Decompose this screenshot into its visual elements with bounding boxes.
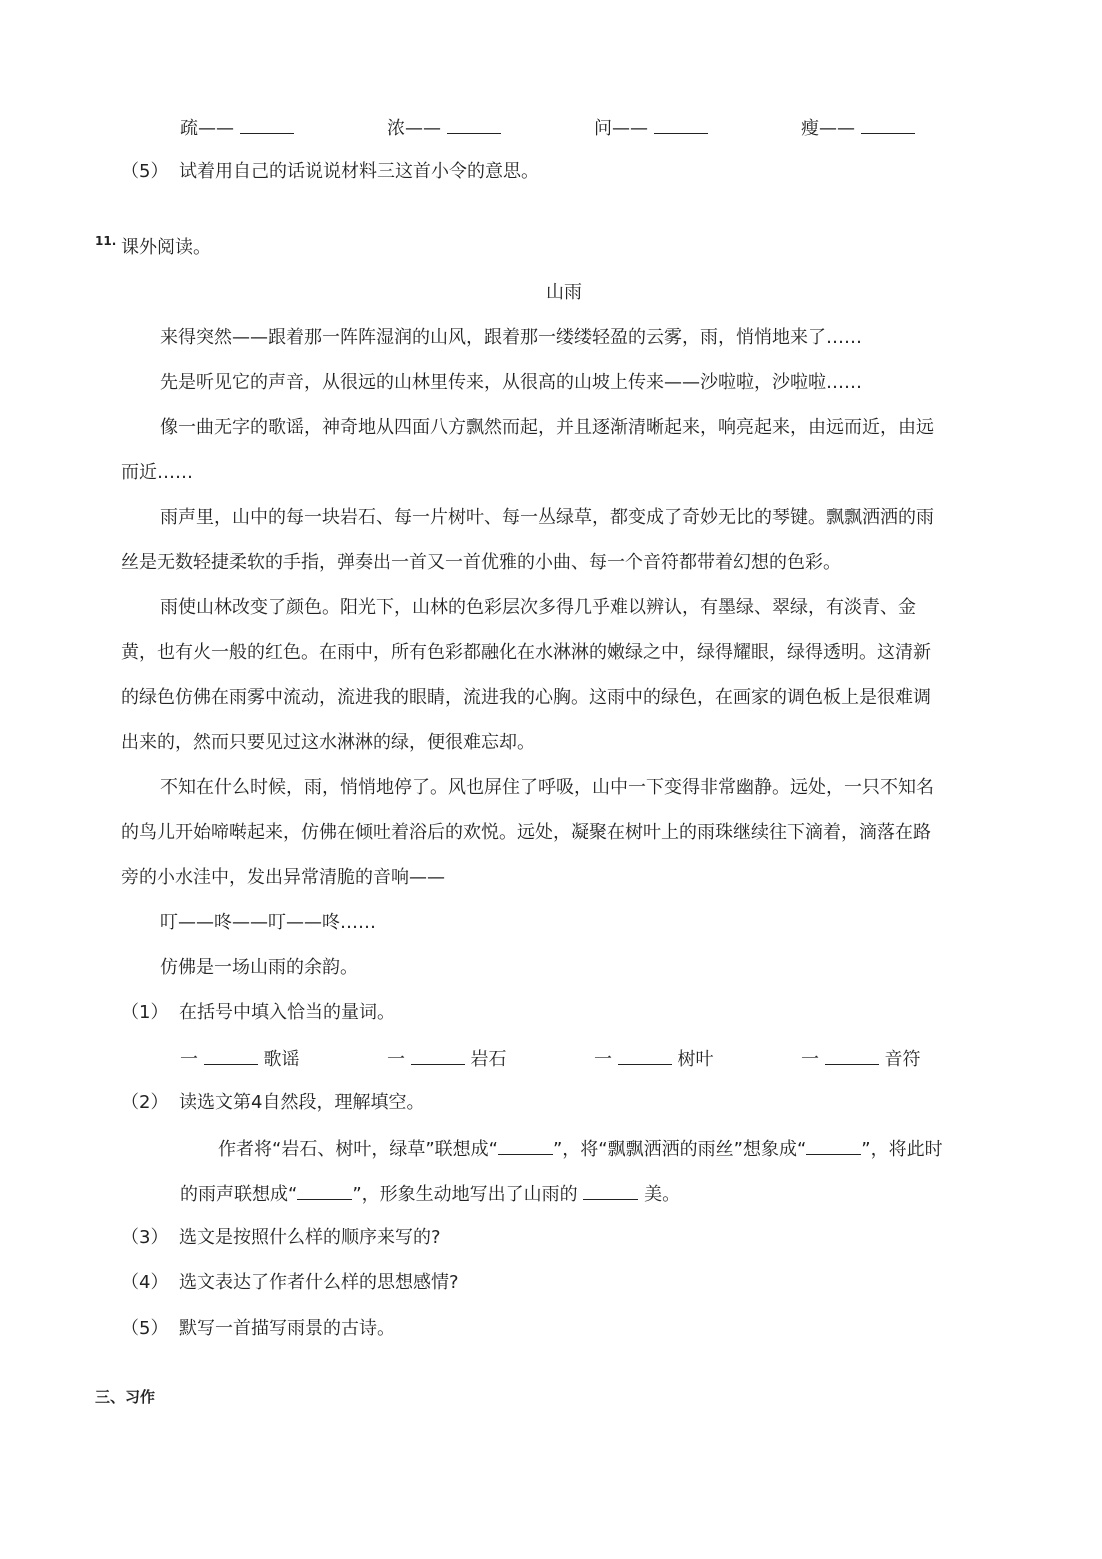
measure-prefix: 一 xyxy=(801,1049,819,1070)
passage-line: 像一曲无字的歌谣，神奇地从四面八方飘然而起，并且逐渐清晰起来，响亮起来，由远而近，由远 xyxy=(160,417,934,438)
sub-question-5 xyxy=(121,1317,395,1341)
question-text: 读选文第4自然段，理解填空。 xyxy=(179,1092,425,1113)
passage-line: 黄，也有火一般的红色。在雨中，所有色彩都融化在水淋淋的嫩绿之中，绿得耀眼，绿得透明。这清新 xyxy=(121,642,931,663)
measure-noun: 岩石 xyxy=(470,1049,507,1070)
answer-blank[interactable] xyxy=(618,1046,672,1065)
answer-blank[interactable] xyxy=(240,115,294,134)
word-label: 浓—— xyxy=(387,118,441,139)
passage-line: 来得突然——跟着那一阵阵湿润的山风，跟着那一缕缕轻盈的云雾，雨，悄悄地来了…… xyxy=(160,327,862,348)
question-number: （1） xyxy=(121,1002,169,1023)
answer-blank[interactable] xyxy=(411,1046,465,1065)
question-number: （2） xyxy=(121,1092,169,1113)
measure-prefix: 一 xyxy=(594,1049,612,1070)
section-heading: 三、习作 xyxy=(95,1388,156,1406)
fill-line-2 xyxy=(180,1181,680,1207)
question-text: 默写一首描写雨景的古诗。 xyxy=(179,1318,395,1339)
question-number: （4） xyxy=(121,1272,169,1293)
passage-line: 叮——咚——叮——咚…… xyxy=(160,912,376,933)
word-label: 疏—— xyxy=(180,118,234,139)
fill-text: ”，将“飘飘洒洒的雨丝”想象成“ xyxy=(552,1139,807,1160)
measure-word-item-1 xyxy=(180,1046,299,1072)
passage-line: 的绿色仿佛在雨雾中流动，流进我的眼睛，流进我的心胸。这雨中的绿色，在画家的调色板上是很难调 xyxy=(121,687,931,708)
measure-word-item-3 xyxy=(594,1046,713,1072)
question-instruction: 课外阅读。 xyxy=(121,237,211,258)
word-item-2 xyxy=(387,115,501,141)
fill-text: 的雨声联想成“ xyxy=(180,1184,298,1205)
passage-line: 仿佛是一场山雨的余韵。 xyxy=(160,957,358,978)
question-text: 选文表达了作者什么样的思想感情? xyxy=(179,1272,459,1293)
measure-prefix: 一 xyxy=(180,1049,198,1070)
passage-line: 出来的，然而只要见过这水淋淋的绿，便很难忘却。 xyxy=(121,732,535,753)
word-label: 问—— xyxy=(594,118,648,139)
question-number-11: 11. xyxy=(95,234,117,248)
measure-word-item-4 xyxy=(801,1046,920,1072)
answer-blank[interactable] xyxy=(861,115,915,134)
word-label: 瘦—— xyxy=(801,118,855,139)
question-number: （5） xyxy=(121,1318,169,1339)
sub-question-1 xyxy=(121,1001,395,1025)
answer-blank[interactable] xyxy=(654,115,708,134)
measure-noun: 音符 xyxy=(884,1049,921,1070)
fill-text: ”，将此时 xyxy=(861,1139,943,1160)
passage-line: 丝是无数轻捷柔软的手指，弹奏出一首又一首优雅的小曲、每一个音符都带着幻想的色彩。 xyxy=(121,552,841,573)
answer-blank[interactable] xyxy=(825,1046,879,1065)
question-number: （3） xyxy=(121,1227,169,1248)
answer-blank[interactable] xyxy=(498,1136,553,1155)
word-item-1 xyxy=(180,115,294,141)
passage-line: 雨使山林改变了颜色。阳光下，山林的色彩层次多得几乎难以辨认，有墨绿、翠绿，有淡青、金 xyxy=(160,597,916,618)
fill-text: 美。 xyxy=(644,1184,681,1205)
question-number: （5） xyxy=(121,161,169,182)
sub-question-2 xyxy=(121,1091,424,1115)
passage-title: 山雨 xyxy=(546,282,582,303)
measure-noun: 树叶 xyxy=(677,1049,714,1070)
passage-line: 而近…… xyxy=(121,462,193,483)
measure-noun: 歌谣 xyxy=(263,1049,300,1070)
passage-line: 不知在什么时候，雨，悄悄地停了。风也屏住了呼吸，山中一下变得非常幽静。远处，一只不知名 xyxy=(160,777,934,798)
fill-text: ”，形象生动地写出了山雨的 xyxy=(352,1184,578,1205)
sub-question-3 xyxy=(121,1226,441,1250)
passage-line: 先是听见它的声音，从很远的山林里传来，从很高的山坡上传来——沙啦啦，沙啦啦…… xyxy=(160,372,862,393)
measure-prefix: 一 xyxy=(387,1049,405,1070)
answer-blank[interactable] xyxy=(806,1136,861,1155)
word-item-3 xyxy=(594,115,708,141)
passage-line: 的鸟儿开始啼啭起来，仿佛在倾吐着浴后的欢悦。远处，凝聚在树叶上的雨珠继续往下滴着，滴落在路 xyxy=(121,822,931,843)
passage-line: 雨声里，山中的每一块岩石、每一片树叶、每一丛绿草，都变成了奇妙无比的琴键。飘飘洒洒的雨 xyxy=(160,507,934,528)
prev-question-5 xyxy=(121,160,539,184)
passage-line: 旁的小水洼中，发出异常清脆的音响—— xyxy=(121,867,445,888)
answer-blank[interactable] xyxy=(447,115,501,134)
answer-blank[interactable] xyxy=(297,1181,352,1200)
fill-text: 作者将“岩石、树叶，绿草”联想成“ xyxy=(218,1139,498,1160)
answer-blank[interactable] xyxy=(583,1181,638,1200)
word-item-4 xyxy=(801,115,915,141)
answer-blank[interactable] xyxy=(204,1046,258,1065)
question-text: 选文是按照什么样的顺序来写的? xyxy=(179,1227,441,1248)
sub-question-4 xyxy=(121,1271,459,1295)
question-text: 试着用自己的话说说材料三这首小令的意思。 xyxy=(179,161,539,182)
question-text: 在括号中填入恰当的量词。 xyxy=(179,1002,395,1023)
fill-line-1 xyxy=(218,1136,943,1162)
measure-word-item-2 xyxy=(387,1046,506,1072)
